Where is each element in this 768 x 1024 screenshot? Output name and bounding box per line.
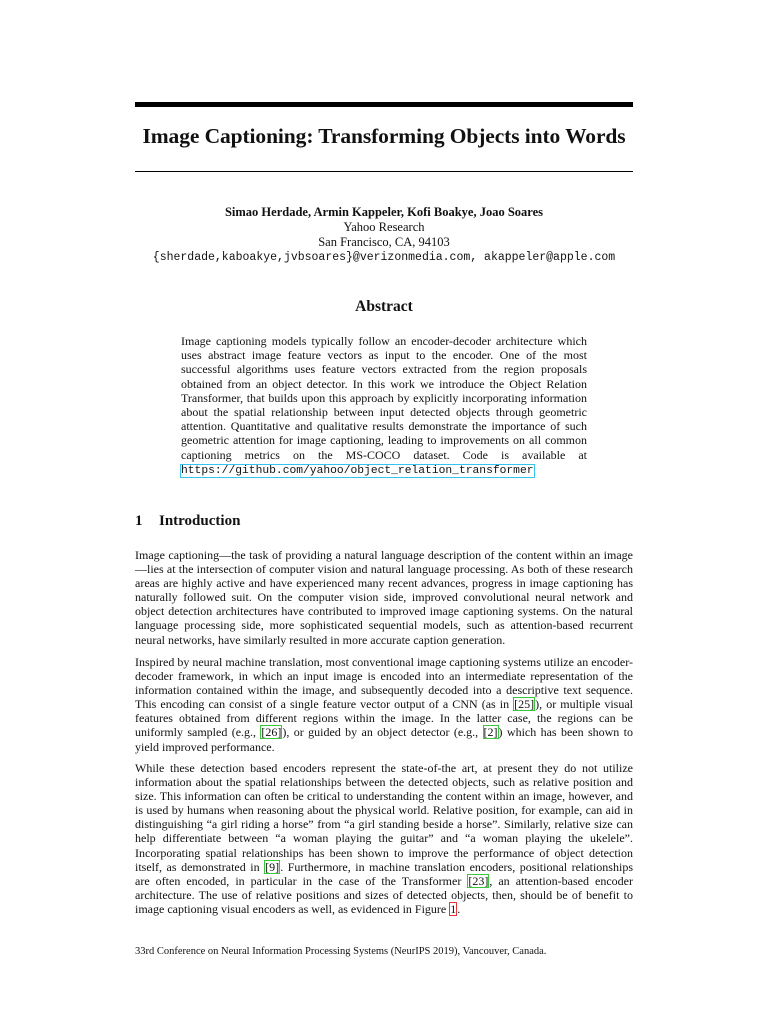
paragraph-text: ), or guided by an object detector (e.g.,: [282, 725, 483, 740]
paragraph-text: Inspired by neural machine translation, most conventional image captioning systems utilize an encoder-decoder framework, in which an input image is encoded into an intermediate representation of the information contained within the image, and subsequently decoded into a descriptive text sequence. This encoding can consist of a single feature vector output of a CNN (as in: [135, 655, 633, 712]
citation-link[interactable]: [9]: [265, 859, 280, 874]
conference-footnote: 33rd Conference on Neural Information Processing Systems (NeurIPS 2019), Vancouver, Canada.: [135, 946, 547, 957]
abstract-text: Image captioning models typically follow an encoder-decoder architecture which uses abstract image feature vectors as input to the encoder. One of the most successful algorithms uses feature vectors extracted from the region proposals obtained from an object detector. In this work we introduce the Object Relation Transformer, that builds upon this approach by explicitly incorporating information about the spatial relationship between input detected objects through geometric attention. Quantitative and qualitative results demonstrate the importance of such geometric attention for image captioning, leading to improvements on all common captioning metrics on the MS-COCO dataset. Code is available at: [181, 334, 587, 462]
affiliation: Yahoo Research: [343, 220, 425, 234]
location: San Francisco, CA, 94103: [318, 235, 450, 249]
citation-link[interactable]: [25]: [514, 697, 535, 712]
title-bottom-rule: [135, 171, 633, 172]
paragraph-text: .: [457, 901, 461, 916]
abstract-body: [181, 334, 587, 478]
author-names: Simao Herdade, Armin Kappeler, Kofi Boakye, Joao Soares: [224, 205, 544, 219]
citation-link[interactable]: [2]: [483, 725, 498, 740]
section-heading-introduction: [135, 513, 240, 530]
author-emails: {sherdade,kaboakye,jvbsoares}@verizonmedia.com, akappeler@apple.com: [152, 251, 616, 264]
section-title: Introduction: [159, 513, 241, 529]
abstract-heading: Abstract: [355, 298, 413, 315]
intro-paragraph-1: Image captioning—the task of providing a natural language description of the content within an image—lies at the intersection of computer vision and natural language processing. As both of these research areas are highly active and have experienced many recent advances, progress in image captioning has naturally followed suit. On the computer vision side, improved convolutional neural network and object detection architectures have contributed to improved image captioning systems. On the natural language processing side, more sophisticated sequential models, such as attention-based recurrent neural networks, have similarly resulted in more accurate caption generation.: [135, 548, 633, 647]
paragraph-text: While these detection based encoders represent the state-of-the art, at present they do not utilize information about the spatial relationships between the detected objects, such as relative position and size. This information can often be critical to understanding the content within an image, however, and is used by humans when reasoning about the physical world. Relative position, for example, can aid in distinguishing “a girl riding a horse” from “a girl standing beside a horse”. Similarly, relative size can help differentiate between “a woman playing the guitar” and “a woman playing the ukelele”. Incorporating spatial relationships has been shown to improve the performance of object detection itself, as demonstrated in: [135, 761, 633, 874]
author-block: [135, 205, 633, 265]
paper-title: Image Captioning: Transforming Objects into Words: [142, 124, 626, 148]
intro-paragraph-3: [135, 761, 633, 916]
citation-link[interactable]: [26]: [261, 725, 282, 740]
code-link[interactable]: https://github.com/yahoo/object_relation_transformer: [181, 464, 534, 477]
section-number: 1: [135, 513, 143, 529]
paragraph-text: . Furthermore, in machine translation encoders, positional relationships are often encoded, in particular in the case of the Transformer: [135, 859, 633, 888]
title-top-rule: [135, 102, 633, 107]
paragraph-text: ) which has been shown to yield improved performance.: [135, 725, 633, 754]
intro-paragraph-2: [135, 655, 633, 754]
paragraph-text: , an attention-based encoder architecture. The use of relative positions and sizes of detected objects, then, should be of benefit to image captioning visual encoders as well, as evidenced in Figure: [135, 873, 633, 916]
figure-reference-link[interactable]: 1: [450, 901, 457, 916]
citation-link[interactable]: [23]: [468, 873, 489, 888]
paragraph-text: ), or multiple visual features obtained from different regions within the image. In the latter case, the regions can be uniformly sampled (e.g.,: [135, 697, 634, 740]
